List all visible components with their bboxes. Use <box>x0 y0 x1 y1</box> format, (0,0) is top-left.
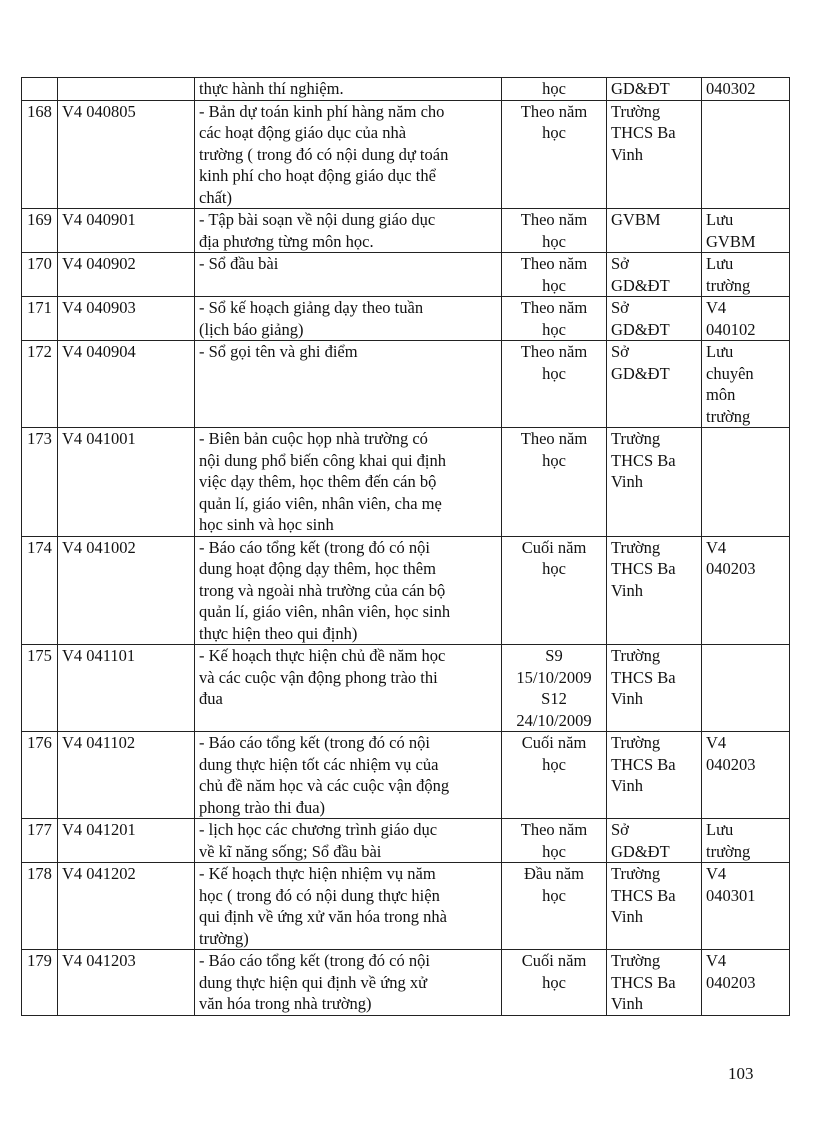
table-row <box>22 428 790 537</box>
record-code-cell: V4 040805 <box>58 100 195 209</box>
retention-time-cell: Theo năm học <box>502 253 607 297</box>
row-number-cell: 175 <box>22 645 58 732</box>
table-row <box>22 732 790 819</box>
issuing-unit-cell: GD&ĐT <box>607 78 702 101</box>
table-row <box>22 297 790 341</box>
row-number-cell: 177 <box>22 819 58 863</box>
record-code-cell: V4 040901 <box>58 209 195 253</box>
record-content-cell: thực hành thí nghiệm. <box>195 78 502 101</box>
record-content-cell: - Báo cáo tổng kết (trong đó có nội dung thực hiện qui định về ứng xử văn hóa trong nhà trường) <box>195 950 502 1016</box>
record-code-cell: V4 041101 <box>58 645 195 732</box>
record-code-cell: V4 041002 <box>58 536 195 645</box>
issuing-unit-cell: GVBM <box>607 209 702 253</box>
row-number-cell: 169 <box>22 209 58 253</box>
record-note-cell: Lưu GVBM <box>702 209 790 253</box>
table-row <box>22 253 790 297</box>
record-content-cell: - Bản dự toán kinh phí hàng năm cho các hoạt động giáo dục của nhà trường ( trong đó có nội dung dự toán kinh phí cho hoạt động giáo dục thể chất) <box>195 100 502 209</box>
record-note-cell: V4 040102 <box>702 297 790 341</box>
table-row <box>22 78 790 101</box>
record-content-cell: - Sổ kế hoạch giảng dạy theo tuần (lịch báo giảng) <box>195 297 502 341</box>
page-number: 103 <box>728 1064 754 1083</box>
issuing-unit-cell: Trường THCS Ba Vinh <box>607 428 702 537</box>
record-note-cell <box>702 428 790 537</box>
record-content-cell: - Tập bài soạn về nội dung giáo dục địa phương từng môn học. <box>195 209 502 253</box>
record-note-cell: V4 040301 <box>702 863 790 950</box>
record-content-cell: - Kế hoạch thực hiện chủ đề năm học và các cuộc vận động phong trào thi đua <box>195 645 502 732</box>
record-content-cell: - Kế hoạch thực hiện nhiệm vụ năm học ( trong đó có nội dung thực hiện qui định về ứng xử văn hóa trong nhà trường) <box>195 863 502 950</box>
table-row <box>22 536 790 645</box>
issuing-unit-cell: Sở GD&ĐT <box>607 297 702 341</box>
row-number-cell: 168 <box>22 100 58 209</box>
table-row <box>22 209 790 253</box>
record-content-cell: - Sổ đầu bài <box>195 253 502 297</box>
record-note-cell <box>702 645 790 732</box>
row-number-cell: 173 <box>22 428 58 537</box>
issuing-unit-cell: Trường THCS Ba Vinh <box>607 863 702 950</box>
row-number-cell: 172 <box>22 341 58 428</box>
retention-time-cell: Đầu năm học <box>502 863 607 950</box>
record-code-cell: V4 041102 <box>58 732 195 819</box>
record-content-cell: - Sổ gọi tên và ghi điểm <box>195 341 502 428</box>
record-note-cell: V4 040203 <box>702 536 790 645</box>
table-row <box>22 341 790 428</box>
retention-time-cell: Theo năm học <box>502 209 607 253</box>
issuing-unit-cell: Sở GD&ĐT <box>607 253 702 297</box>
retention-time-cell: Cuối năm học <box>502 950 607 1016</box>
row-number-cell <box>22 78 58 101</box>
record-content-cell: - Biên bản cuộc họp nhà trường có nội dung phổ biến công khai qui định việc dạy thêm, học thêm đến cán bộ quản lí, giáo viên, nhân viên, cha mẹ học sinh và học sinh <box>195 428 502 537</box>
record-code-cell: V4 041202 <box>58 863 195 950</box>
issuing-unit-cell: Trường THCS Ba Vinh <box>607 100 702 209</box>
record-note-cell: Lưu chuyên môn trường <box>702 341 790 428</box>
retention-time-cell: học <box>502 78 607 101</box>
issuing-unit-cell: Sở GD&ĐT <box>607 341 702 428</box>
retention-time-cell: Theo năm học <box>502 428 607 537</box>
records-table <box>21 77 790 1016</box>
retention-time-cell: Theo năm học <box>502 341 607 428</box>
records-table-body <box>22 78 790 1016</box>
issuing-unit-cell: Trường THCS Ba Vinh <box>607 645 702 732</box>
record-code-cell: V4 041203 <box>58 950 195 1016</box>
record-content-cell: - lịch học các chương trình giáo dục về kĩ năng sống; Sổ đầu bài <box>195 819 502 863</box>
record-note-cell: Lưu trường <box>702 819 790 863</box>
record-code-cell: V4 040903 <box>58 297 195 341</box>
record-code-cell: V4 041201 <box>58 819 195 863</box>
record-content-cell: - Báo cáo tổng kết (trong đó có nội dung thực hiện tốt các nhiệm vụ của chủ đề năm học và các cuộc vận động phong trào thi đua) <box>195 732 502 819</box>
record-note-cell: Lưu trường <box>702 253 790 297</box>
record-code-cell: V4 040902 <box>58 253 195 297</box>
retention-time-cell: Cuối năm học <box>502 536 607 645</box>
issuing-unit-cell: Trường THCS Ba Vinh <box>607 950 702 1016</box>
record-content-cell: - Báo cáo tổng kết (trong đó có nội dung hoạt động dạy thêm, học thêm trong và ngoài nhà trường của cán bộ quản lí, giáo viên, nhân viên, học sinh thực hiện theo qui định) <box>195 536 502 645</box>
record-code-cell: V4 040904 <box>58 341 195 428</box>
row-number-cell: 171 <box>22 297 58 341</box>
table-row <box>22 863 790 950</box>
record-note-cell: V4 040203 <box>702 950 790 1016</box>
issuing-unit-cell: Trường THCS Ba Vinh <box>607 732 702 819</box>
row-number-cell: 178 <box>22 863 58 950</box>
retention-time-cell: Theo năm học <box>502 100 607 209</box>
issuing-unit-cell: Sở GD&ĐT <box>607 819 702 863</box>
retention-time-cell: Theo năm học <box>502 297 607 341</box>
table-row <box>22 819 790 863</box>
row-number-cell: 174 <box>22 536 58 645</box>
table-row <box>22 645 790 732</box>
record-note-cell: V4 040203 <box>702 732 790 819</box>
table-row <box>22 100 790 209</box>
retention-time-cell: Theo năm học <box>502 819 607 863</box>
record-note-cell <box>702 100 790 209</box>
record-note-cell: 040302 <box>702 78 790 101</box>
retention-time-cell: Cuối năm học <box>502 732 607 819</box>
row-number-cell: 170 <box>22 253 58 297</box>
row-number-cell: 176 <box>22 732 58 819</box>
record-code-cell <box>58 78 195 101</box>
record-code-cell: V4 041001 <box>58 428 195 537</box>
row-number-cell: 179 <box>22 950 58 1016</box>
table-row <box>22 950 790 1016</box>
issuing-unit-cell: Trường THCS Ba Vinh <box>607 536 702 645</box>
retention-time-cell: S9 15/10/2009 S12 24/10/2009 <box>502 645 607 732</box>
